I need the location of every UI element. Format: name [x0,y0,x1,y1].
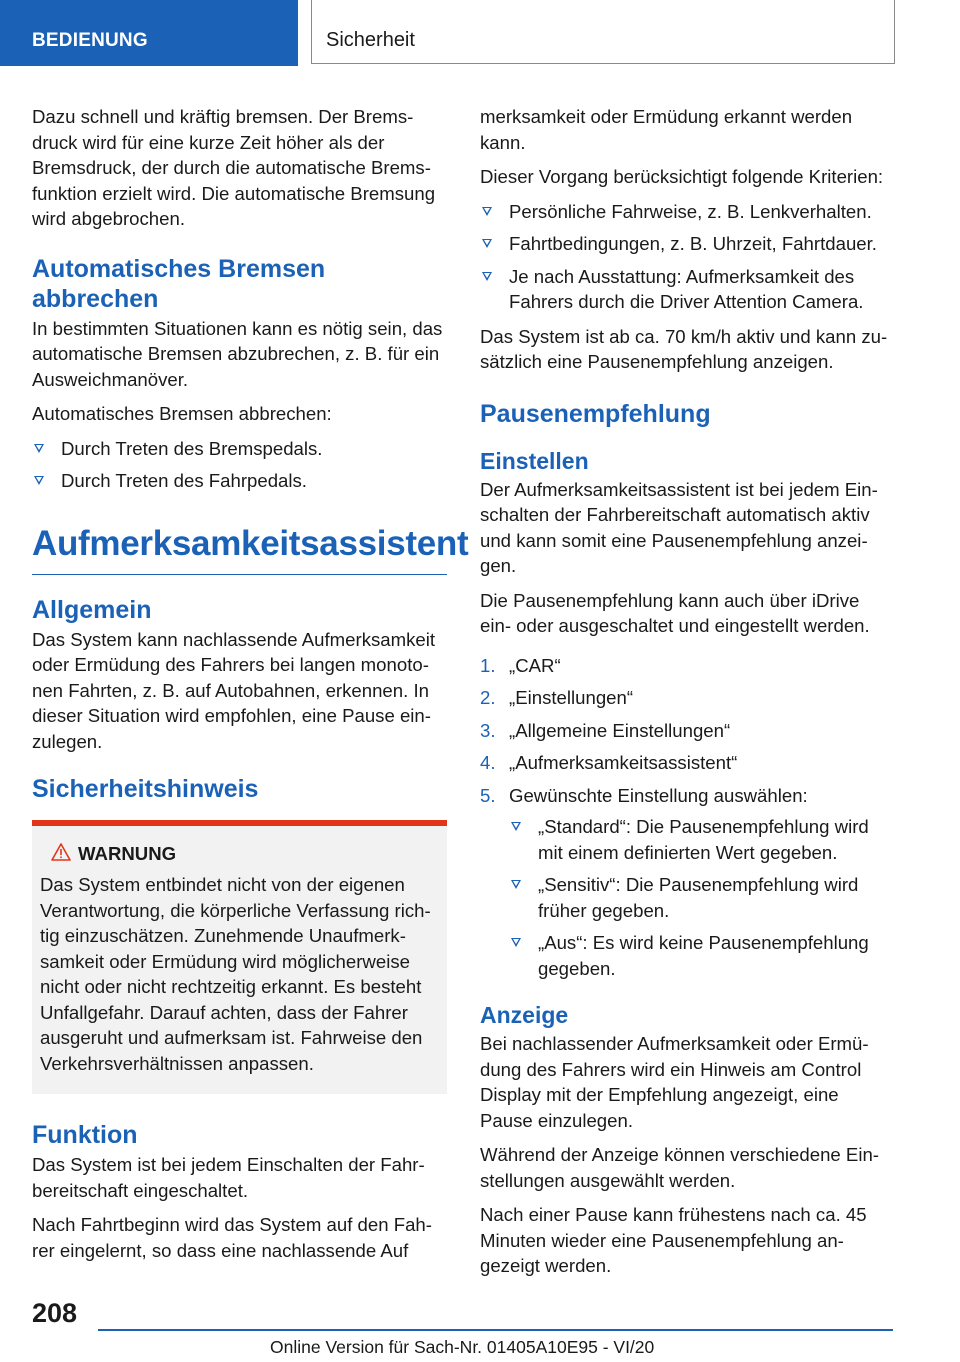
right-column [480,104,895,1288]
substep-item: „Aus“: Es wird keine Pausenempfehlung gegeben. [509,930,895,981]
list-kriterien [480,199,895,315]
left-column [32,104,469,1272]
paragraph-anzeige-2: Während der Anzeige können verschiedene Einstellungen ausgewählt werden. [480,1144,879,1191]
paragraph-anzeige-3: Nach einer Pause kann frühestens nach ca. 45 Minuten wieder eine Pausenempfehlung angezeigt werden. [480,1204,867,1276]
list-item: Je nach Ausstattung: Aufmerksamkeit des Fahrers durch die Driver Attention Camera. [480,264,895,315]
paragraph-funktion-1: Das System ist bei jedem Einschalten der Fahrbereitschaft eingeschaltet. [32,1154,425,1201]
triangle-bullet-icon [511,938,521,947]
heading-funktion: Funktion [32,1121,138,1149]
paragraph-allgemein: Das System kann nachlassende Aufmerksamkeit oder Ermüdung des Fahrers bei langen monotonen Fahrten, z. B. auf Autobahnen, erkennen. In dieser Situation wird empfohlen, eine Pause einzulegen. [32,628,436,752]
heading-einstellen: Einstellen [480,447,589,474]
section-tab [0,0,298,66]
paragraph-abbrechen-2: Automatisches Bremsen abbrechen: [32,403,332,424]
chapter-header [311,0,895,64]
step-item: 1. „CAR“ [480,654,561,676]
substep-item: „Standard“: Die Pausenempfehlung wird mit einem definierten Wert gegeben. [509,814,895,865]
list-abbrechen [32,436,447,494]
triangle-bullet-icon [511,822,521,831]
heading-automatisches-bremsen-abbrechen: Automatisches Bremsen abbrechen [32,254,326,313]
heading-aufmerksamkeitsassistent: Aufmerksamkeitsassistent [32,524,447,575]
triangle-bullet-icon [511,880,521,889]
step-item: 5. Gewünschte Einstellung auswählen: „Standard“: Die Pausenempfehlung wird mit einem definierten Wert gegeben. „Sensitiv“: Die Pausenempfehlung wird früher gegeben. „Aus“: Es wird keine Pausenempfehlung gegeben. [480,783,895,982]
footer-divider [98,1329,893,1331]
list-item: Durch Treten des Bremspedals. [32,436,447,462]
step-item: 4. „Aufmerksamkeitsassistent“ [480,752,738,773]
triangle-bullet-icon [482,207,492,216]
substep-item: „Sensitiv“: Die Pausenempfehlung wird früher gegeben. [509,872,895,923]
online-version-note: Online Version für Sach-Nr. 01405A10E95 - VI/20 [270,1337,655,1357]
substeps-list [509,814,895,981]
section-tab-label: BEDIENUNG [32,30,148,51]
paragraph-funktion-2: Nach Fahrtbeginn wird das System auf den Fahrer eingelernt, so dass eine nachlassende Auf [32,1214,432,1261]
triangle-bullet-icon [34,476,44,485]
warning-box [32,820,447,1094]
heading-anzeige: Anzeige [480,1002,569,1028]
paragraph-aktiv: Das System ist ab ca. 70 km/h aktiv und kann zusätzlich eine Pausenempfehlung anzeigen. [480,325,888,372]
list-item: Fahrtbedingungen, z. B. Uhrzeit, Fahrtdauer. [480,231,895,257]
paragraph-anzeige-1: Bei nachlassender Aufmerksamkeit oder Ermüdung des Fahrers wird ein Hinweis am Control Display mit der Empfehlung angezeigt, eine Pause einzulegen. [480,1033,869,1131]
triangle-bullet-icon [482,272,492,281]
step-item: 2. „Einstellungen“ [480,687,634,708]
list-item: Persönliche Fahrweise, z. B. Lenkverhalten. [480,199,895,225]
warning-text: Das System entbindet nicht von der eigenen Verantwortung, die körperliche Verfassung richtig einzuschätzen. Zunehmende Unaufmerksamkeit oder Ermüdung wird möglicherweise nicht oder nicht rechtzeitig erkannt. Es besteht Unfallgefahr. Darauf achten, dass der Fahrer ausgeruht und aufmerksam ist. Fahrweise den Verkehrsverhältnissen anpassen. [40,874,431,1074]
paragraph-continued: merksamkeit oder Ermüdung erkannt werden kann. [480,106,853,153]
triangle-bullet-icon [482,239,492,248]
page-number: 208 [32,1298,78,1328]
heading-pausenempfehlung: Pausenempfehlung [480,399,711,428]
paragraph-einstellen-2: Die Pausenempfehlung kann auch über iDrive ein- oder ausgeschaltet und eingestellt werden. [480,589,870,636]
paragraph-einstellen-1: Der Aufmerksamkeitsassistent ist bei jedem Einschalten der Fahrbereitschaft automatisch aktiv und kann somit eine Pausenempfehlung anzeigen. [480,478,878,576]
paragraph-kriterien: Dieser Vorgang berücksichtigt folgende Kriterien: [480,166,884,187]
list-item: Durch Treten des Fahrpedals. [32,468,447,494]
warning-title: WARNUNG [40,842,439,866]
chapter-title: Sicherheit [326,29,415,51]
heading-allgemein: Allgemein [32,595,152,624]
triangle-bullet-icon [34,444,44,453]
paragraph-intro: Dazu schnell und kräftig bremsen. Der Bremsdruck wird für eine kurze Zeit höher als der Bremsdruck, der durch die automatische Bremsfunktion erzielt wird. Die automatische Bremsung wird abgebrochen. [32,106,436,229]
heading-sicherheitshinweis: Sicherheitshinweis [32,775,259,803]
paragraph-abbrechen-1: In bestimmten Situationen kann es nötig sein, das automatische Bremsen abzubrechen, z. B. für ein Ausweichmanöver. [32,317,443,390]
step-item: 3. „Allgemeine Einstellungen“ [480,719,731,741]
steps-list [480,653,895,982]
warning-triangle-icon [51,843,71,861]
